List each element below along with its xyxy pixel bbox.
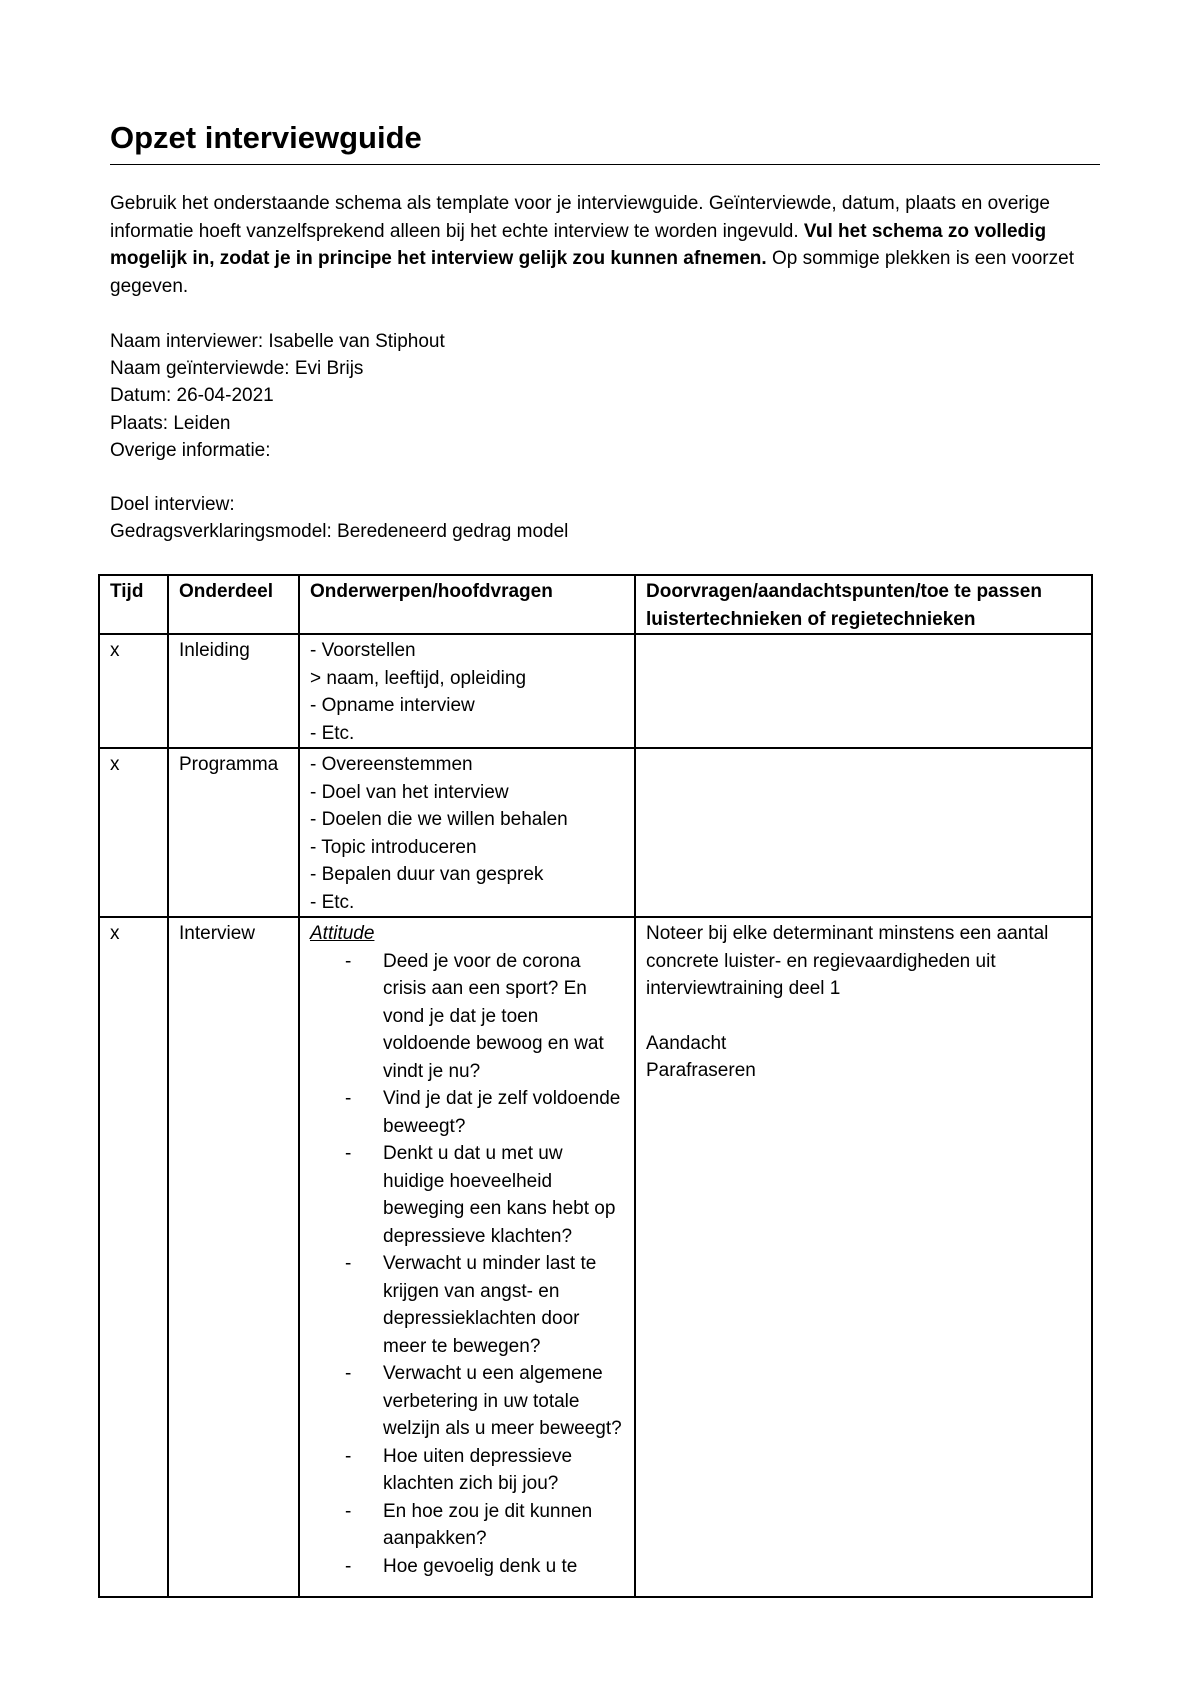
interview-guide-table: [98, 574, 1093, 1598]
meta-interviewer: Naam interviewer: Isabelle van Stiphout: [110, 331, 445, 352]
table-row-programma: [99, 748, 1092, 917]
note-text: Noteer bij elke determinant minstens een aantal concrete luister- en regievaardigheden uit interviewtraining deel 1: [646, 923, 1049, 999]
question-item: - Verwacht u minder last te krijgen van angst- en depressieklachten door meer te bewegen?: [310, 1250, 624, 1360]
cell-onderwerpen: [299, 748, 635, 917]
topic-line: - Etc.: [310, 891, 355, 913]
meta-spacer: [110, 464, 1100, 491]
cell-doorvragen: [635, 917, 1092, 1597]
cell-doorvragen: [635, 634, 1092, 748]
question-item: - Deed je voor de corona crisis aan een sport? En vond je dat je toen voldoende bewoog en wat vindt je nu?: [310, 948, 624, 1086]
document-title: Opzet interviewguide: [110, 118, 1100, 165]
question-item: - Verwacht u een algemene verbetering in uw totale welzijn als u meer beweegt?: [310, 1360, 624, 1443]
meta-date: Datum: 26-04-2021: [110, 385, 274, 407]
topic-line: - Etc.: [310, 722, 355, 744]
topic-line: - Voorstellen: [310, 640, 416, 661]
cell-tijd: x: [99, 634, 168, 748]
meta-other-info: Overige informatie:: [110, 439, 271, 461]
header-onderwerpen: Onderwerpen/hoofdvragen: [299, 575, 635, 634]
table-header-row: [99, 575, 1092, 634]
intro-text-part1: Gebruik het onderstaande schema als template voor je interviewguide. Geïnterviewde, datum, plaats en overige informatie hoeft vanzelfsprekend alleen bij het echte interview te worden ingevuld.: [110, 193, 1050, 242]
cell-onderwerpen: [299, 917, 635, 1597]
meta-place: Plaats: Leiden: [110, 412, 231, 434]
cell-onderwerpen: [299, 634, 635, 748]
intro-text-part2: Op sommige plekken is een voorzet gegeven.: [110, 248, 1074, 297]
cell-onderdeel: Programma: [168, 748, 299, 917]
cell-tijd: x: [99, 917, 168, 1597]
topic-line: - Doelen die we willen behalen: [310, 809, 568, 830]
cell-onderdeel: Inleiding: [168, 634, 299, 748]
meta-model: Gedragsverklaringsmodel: Beredeneerd gedrag model: [110, 521, 569, 543]
meta-interviewee: Naam geïnterviewde: Evi Brijs: [110, 358, 364, 380]
header-tijd: Tijd: [99, 575, 168, 634]
cell-onderdeel: Interview: [168, 917, 299, 1597]
question-item: - Vind je dat je zelf voldoende beweegt?: [310, 1085, 624, 1140]
table-row-inleiding: [99, 634, 1092, 748]
header-onderdeel: Onderdeel: [168, 575, 299, 634]
intro-bold-instruction: Vul het schema zo volledig mogelijk in, zodat je in principe het interview gelijk zou kunnen afnemen.: [110, 220, 1047, 269]
topic-line: > naam, leeftijd, opleiding: [310, 667, 527, 689]
header-doorvragen: Doorvragen/aandachtspunten/toe te passen luistertechnieken of regietechnieken: [635, 575, 1092, 634]
interview-metadata: [110, 328, 1100, 545]
topic-line: - Opname interview: [310, 695, 475, 716]
question-list: [310, 948, 624, 1581]
question-item: - Denkt u dat u met uw huidige hoeveelheid beweging een kans hebt op depressieve klachten?: [310, 1140, 624, 1250]
question-item: - En hoe zou je dit kunnen aanpakken?: [310, 1498, 624, 1553]
cell-tijd: x: [99, 748, 168, 917]
technique-aandacht: Aandacht: [646, 1032, 727, 1054]
topic-line: - Doel van het interview: [310, 781, 509, 803]
question-item: - Hoe uiten depressieve klachten zich bij jou?: [310, 1443, 624, 1498]
question-item: - Hoe gevoelig denk u te: [310, 1553, 624, 1581]
topic-line: - Topic introduceren: [310, 836, 477, 858]
technique-parafraseren: Parafraseren: [646, 1060, 756, 1081]
table-row-interview: [99, 917, 1092, 1597]
topic-line: - Overeenstemmen: [310, 754, 473, 775]
note-spacer: [646, 1003, 1081, 1030]
topic-line: - Bepalen duur van gesprek: [310, 864, 544, 885]
intro-paragraph: [110, 190, 1100, 300]
section-title-attitude: Attitude: [310, 923, 375, 944]
cell-doorvragen: [635, 748, 1092, 917]
meta-goal: Doel interview:: [110, 494, 235, 516]
